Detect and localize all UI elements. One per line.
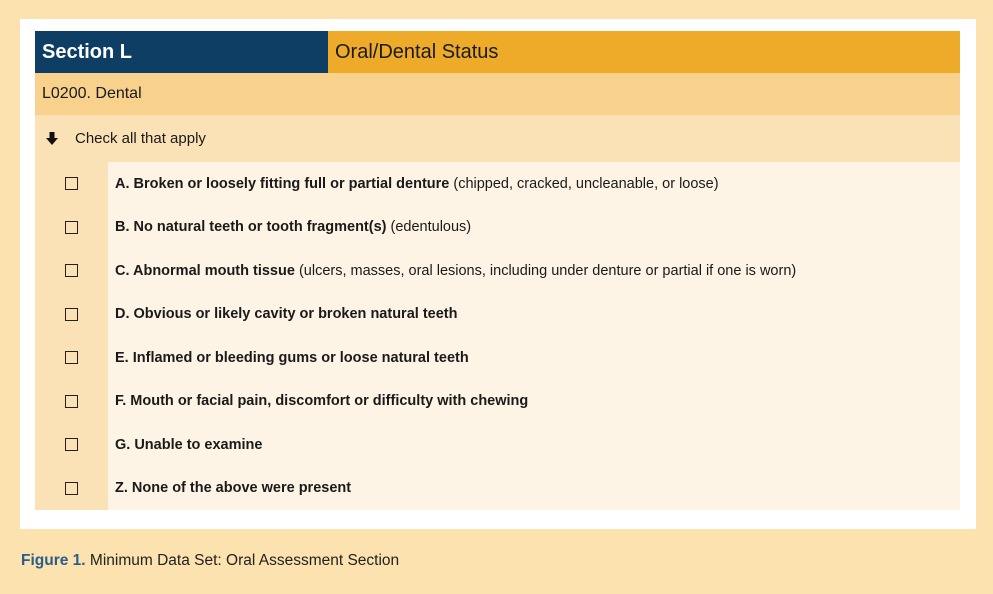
checkbox-d[interactable] xyxy=(65,308,78,321)
option-label-bold: D. Obvious or likely cavity or broken natural teeth xyxy=(115,306,458,323)
options-list xyxy=(35,162,960,510)
option-label-bold: E. Inflamed or bleeding gums or loose natural teeth xyxy=(115,349,469,366)
option-label xyxy=(108,176,719,192)
option-row xyxy=(108,467,960,511)
option-label xyxy=(108,350,469,366)
checkbox-g[interactable] xyxy=(65,438,78,451)
figure-caption-text: Minimum Data Set: Oral Assessment Section xyxy=(85,552,400,569)
option-label xyxy=(108,480,351,496)
option-label xyxy=(108,437,262,453)
section-id: Section L xyxy=(35,31,328,73)
option-label-bold: Z. None of the above were present xyxy=(115,480,352,497)
arrow-down-icon xyxy=(35,132,67,146)
section-header xyxy=(35,31,960,73)
option-row xyxy=(108,206,960,250)
checkbox-a[interactable] xyxy=(65,177,78,190)
option-label-detail: (edentulous) xyxy=(386,219,472,236)
checkbox-f[interactable] xyxy=(65,395,78,408)
instruction-row xyxy=(35,115,960,162)
checkbox-e[interactable] xyxy=(65,351,78,364)
option-text-column xyxy=(108,162,960,510)
option-label-bold: B. No natural teeth or tooth fragment(s) xyxy=(115,219,387,236)
option-label xyxy=(108,263,796,279)
checkbox-c[interactable] xyxy=(65,264,78,277)
option-row xyxy=(108,336,960,380)
option-row xyxy=(108,293,960,337)
option-label-bold: F. Mouth or facial pain, discomfort or difficulty with chewing xyxy=(115,393,529,410)
option-label-detail: (ulcers, masses, oral lesions, including under denture or partial if one is worn) xyxy=(294,262,797,279)
item-label: L0200. Dental xyxy=(42,85,142,102)
figure-label: Figure 1. xyxy=(21,552,86,569)
checkbox-b[interactable] xyxy=(65,221,78,234)
option-label-bold: A. Broken or loosely fitting full or partial denture xyxy=(115,175,450,192)
option-label-bold: C. Abnormal mouth tissue xyxy=(115,262,295,279)
option-row xyxy=(108,423,960,467)
option-row xyxy=(108,380,960,424)
mds-section-l-form xyxy=(35,31,960,510)
option-label xyxy=(108,393,528,409)
option-label xyxy=(108,306,457,322)
section-title: Oral/Dental Status xyxy=(328,31,960,73)
option-row xyxy=(108,162,960,206)
option-label xyxy=(108,219,471,235)
option-label-bold: G. Unable to examine xyxy=(115,436,263,453)
checkbox-z[interactable] xyxy=(65,482,78,495)
item-label-row xyxy=(35,73,960,115)
option-label-detail: (chipped, cracked, uncleanable, or loose) xyxy=(449,175,719,192)
instruction-text: Check all that apply xyxy=(75,130,206,147)
option-row xyxy=(108,249,960,293)
checkbox-column xyxy=(35,162,108,510)
figure-caption xyxy=(21,552,399,570)
